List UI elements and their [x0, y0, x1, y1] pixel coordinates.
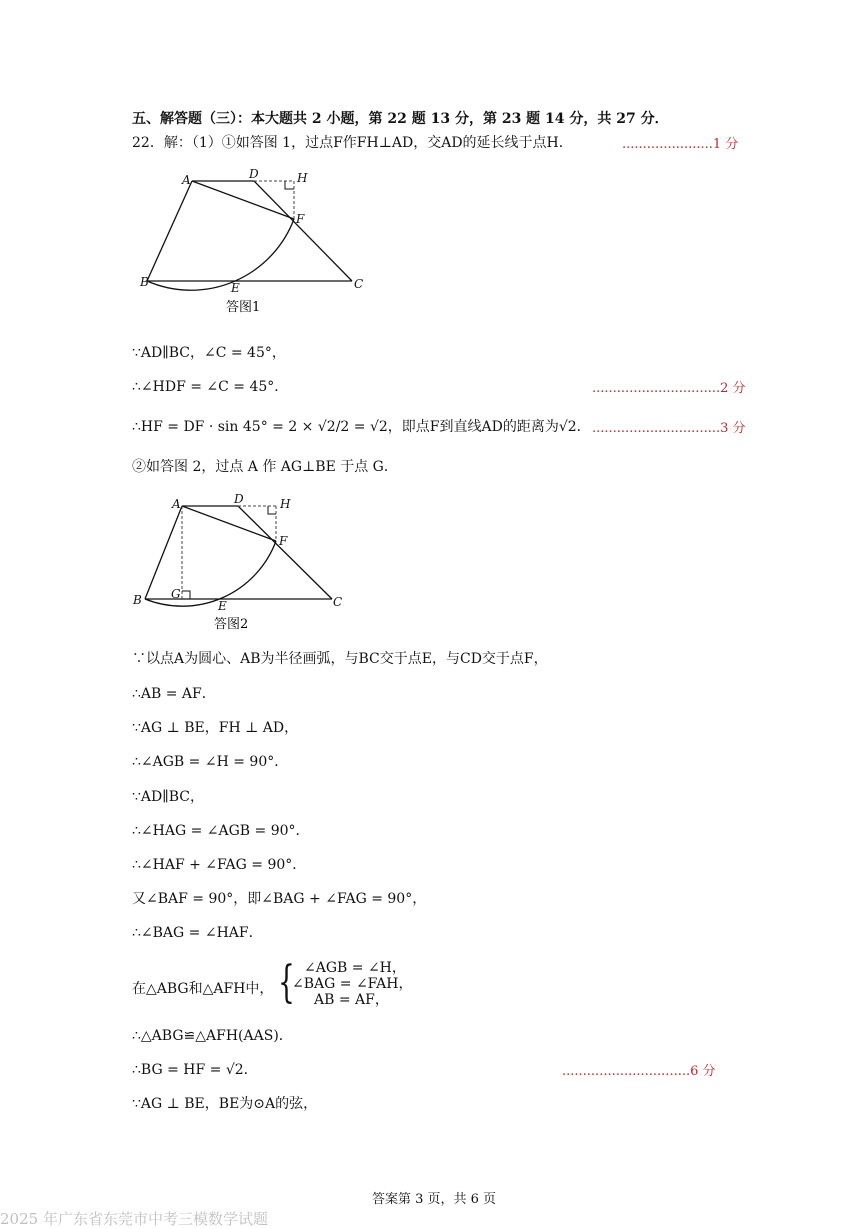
score-mark-1: ......................1 分 [622, 137, 739, 152]
fig1-label-f: F [296, 212, 305, 226]
fig2-label-e: E [218, 599, 227, 613]
line-angle-hdf: ∴∠HDF = ∠C = 45°． [132, 379, 289, 395]
line-perpendiculars: ∵AG ⊥ BE，FH ⊥ AD， [132, 720, 299, 736]
fig1-label-h: H [297, 171, 308, 185]
left-brace: { [278, 957, 295, 1008]
line-ab-equals-af: ∴AB = AF． [132, 686, 216, 702]
fig1-caption: 答图1 [226, 300, 261, 315]
system-line-1: ∠AGB = ∠H， [304, 960, 406, 976]
figure-2 [128, 488, 358, 638]
line-angle-hag: ∴∠HAG = ∠AGB = 90°． [132, 823, 310, 839]
section-heading: 五、解答题（三）：本大题共 2 小题，第 22 题 13 分，第 23 题 14 分，共 27 分． [132, 111, 669, 127]
page-footer: 答案第 3 页，共 6 页 [371, 1192, 497, 1207]
fig1-label-a: A [182, 173, 191, 187]
fig2-label-a: A [172, 497, 181, 511]
fig1-label-d: D [249, 167, 259, 181]
line-parallel-given: ∵AD∥BC，∠C = 45°， [132, 345, 286, 361]
score-mark-2: ...............................2 分 [592, 381, 746, 396]
line-part-2-intro: ②如答图 2，过点 A 作 AG⊥BE 于点 G． [132, 459, 398, 475]
figure-1 [130, 160, 380, 325]
line-hf-value: ∴HF = DF · sin 45° = 2 × √2/2 = √2，即点F到直线AD的距离为√2． [132, 419, 591, 435]
fig1-label-e: E [231, 281, 240, 295]
fig2-label-b: B [133, 593, 142, 607]
fig1-label-c: C [354, 277, 364, 291]
q22-intro: 22．解：（1）①如答图 1，过点F作FH⊥AD，交AD的延长线于点H． [132, 135, 573, 151]
score-mark-3: ...............................3 分 [592, 421, 746, 436]
fig2-label-h: H [280, 497, 291, 511]
fig2-caption: 答图2 [214, 617, 249, 632]
system-line-3: AB = AF， [314, 992, 389, 1008]
fig2-label-d: D [234, 492, 244, 506]
line-chord: ∵AG ⊥ BE，BE为⊙A的弦， [132, 1096, 318, 1112]
line-congruent: ∴△ABG≌△AFH(AAS)． [132, 1028, 293, 1044]
line-angle-sum-1: ∴∠HAF + ∠FAG = 90°． [132, 857, 307, 873]
line-arc-given: ∵以点A为圆心、AB为半径画弧，与BC交于点E，与CD交于点F， [132, 651, 548, 667]
fig2-label-g: G [171, 587, 181, 601]
line-right-angles: ∴∠AGB = ∠H = 90°． [132, 754, 289, 770]
score-mark-6: ...............................6 分 [562, 1064, 716, 1079]
system-line-2: ∠BAG = ∠FAH， [292, 976, 413, 992]
line-bg-value: ∴BG = HF = √2． [132, 1062, 258, 1078]
line-angle-bag-eq: ∴∠BAG = ∠HAF． [132, 925, 263, 941]
line-parallel-2: ∵AD∥BC， [132, 789, 204, 805]
fig1-label-b: B [140, 275, 149, 289]
fig2-label-f: F [279, 534, 288, 548]
fig2-label-c: C [333, 595, 343, 609]
line-angle-sum-2: 又∠BAF = 90°，即∠BAG + ∠FAG = 90°， [132, 891, 427, 907]
watermark: 2025 年广东省东莞市中考三模数学试题 [0, 1210, 268, 1228]
system-label: 在△ABG和△AFH中， [132, 981, 274, 997]
system-conditions [292, 960, 413, 1008]
